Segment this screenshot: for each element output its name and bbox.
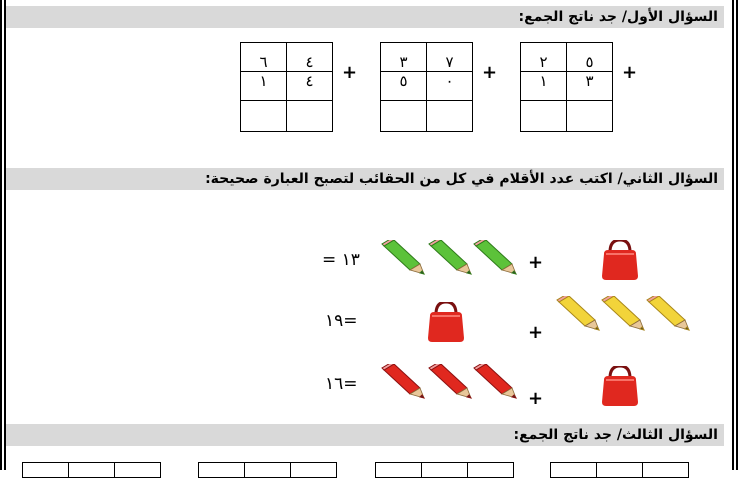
plus-sign: + (622, 62, 638, 83)
red-pencil-icon (472, 364, 518, 404)
grid-cell: ٥ (567, 43, 613, 72)
grid-cell (551, 463, 597, 478)
addition-grid-5 (198, 462, 337, 478)
plus-sign: + (482, 62, 498, 83)
addition-grid-3 (520, 42, 613, 132)
plus-sign: + (528, 252, 544, 273)
plus-sign: + (528, 388, 544, 409)
answer-cell[interactable] (287, 101, 333, 132)
grid-cell: ١ (241, 72, 287, 101)
grid-cell: ٢ (521, 43, 567, 72)
grid-cell (69, 463, 115, 478)
answer-cell[interactable] (381, 101, 427, 132)
addition-grid-7 (550, 462, 689, 478)
bag-icon (428, 302, 466, 344)
answer-cell[interactable] (567, 101, 613, 132)
grid-cell: ٦ (241, 43, 287, 72)
question-3-title: السؤال الثالث/ جد ناتج الجمع: (6, 424, 724, 446)
question-1-title: السؤال الأول/ جد ناتج الجمع: (6, 6, 724, 28)
grid-cell (376, 463, 422, 478)
grid-cell: ٠ (427, 72, 473, 101)
answer-cell[interactable] (427, 101, 473, 132)
bag-icon (602, 366, 640, 408)
addition-grid-1 (240, 42, 333, 132)
addition-grid-4 (22, 462, 161, 478)
grid-cell (597, 463, 643, 478)
page-border-left (0, 0, 6, 470)
grid-cell: ١ (521, 72, 567, 101)
plus-sign: + (528, 322, 544, 343)
grid-cell (23, 463, 69, 478)
grid-cell: ٣ (381, 43, 427, 72)
grid-cell (291, 463, 337, 478)
red-pencil-icon (427, 364, 473, 404)
grid-cell (245, 463, 291, 478)
grid-cell: ٤ (287, 72, 333, 101)
yellow-pencil-icon (555, 296, 601, 336)
plus-sign: + (342, 62, 358, 83)
grid-cell (115, 463, 161, 478)
green-pencil-icon (427, 240, 473, 280)
equation-result-2: ١٩= (325, 311, 358, 331)
green-pencil-icon (380, 240, 426, 280)
yellow-pencil-icon (600, 296, 646, 336)
grid-cell (643, 463, 689, 478)
grid-cell (422, 463, 468, 478)
grid-cell: ٣ (567, 72, 613, 101)
grid-cell: ٧ (427, 43, 473, 72)
equation-result-1: = ١٣ (322, 250, 360, 270)
grid-cell (199, 463, 245, 478)
answer-cell[interactable] (241, 101, 287, 132)
addition-grid-6 (375, 462, 514, 478)
page-border-right (732, 0, 738, 470)
yellow-pencil-icon (645, 296, 691, 336)
answer-cell[interactable] (521, 101, 567, 132)
grid-cell: ٥ (381, 72, 427, 101)
bag-icon (602, 240, 640, 282)
equation-result-3: ١٦= (325, 374, 358, 394)
addition-grid-2 (380, 42, 473, 132)
question-2-title: السؤال الثاني/ اكتب عدد الأقلام في كل من الحقائب لتصبح العبارة صحيحة: (6, 168, 724, 190)
grid-cell: ٤ (287, 43, 333, 72)
green-pencil-icon (472, 240, 518, 280)
red-pencil-icon (380, 364, 426, 404)
grid-cell (468, 463, 514, 478)
